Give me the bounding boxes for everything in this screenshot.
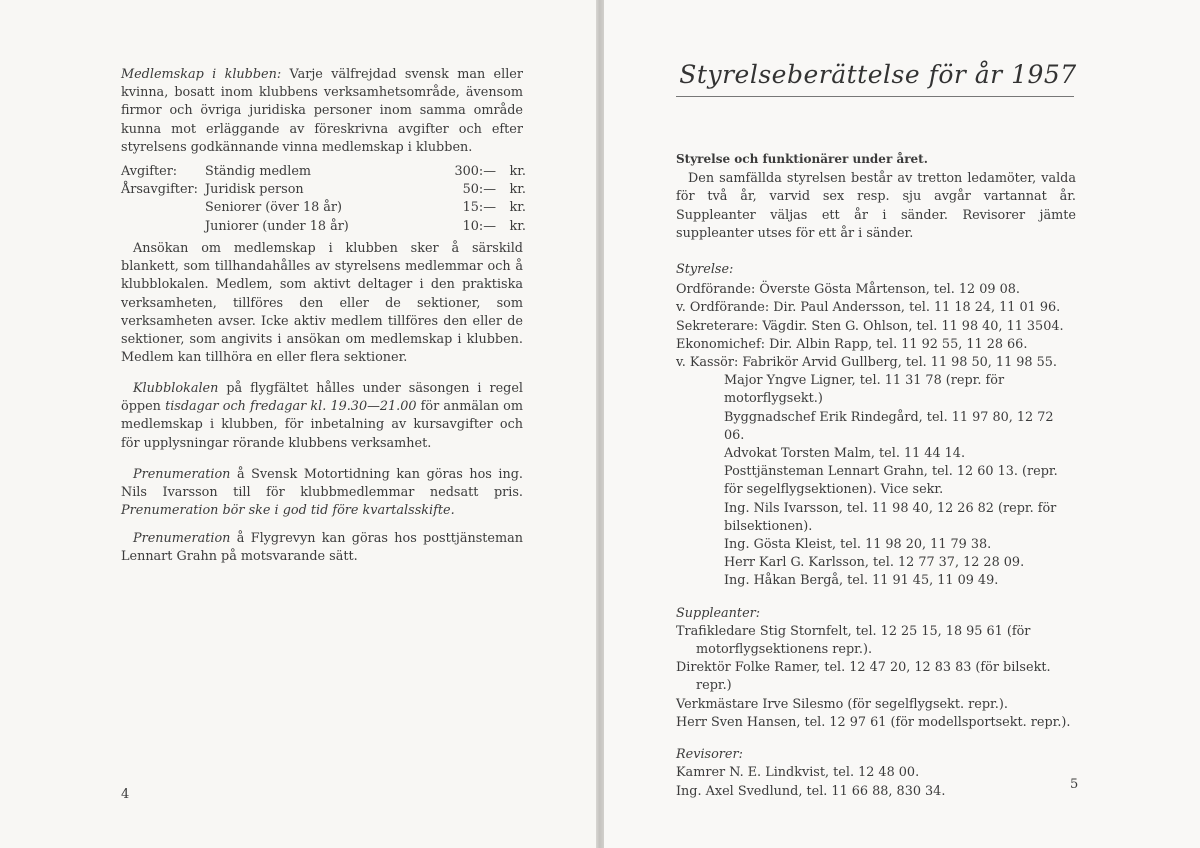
board-officer: v. Kassör: Fabrikör Arvid Gullberg, tel. 11 98 50, 11 98 55. — [676, 355, 1057, 371]
fee-currency: kr. — [509, 200, 526, 216]
fee-category: Juniorer (under 18 år) — [205, 218, 349, 234]
right-page — [604, 0, 1200, 848]
fee-amount: 10:— — [462, 218, 496, 234]
subscription-note: Prenumeration bör ske i god tid före kvartalsskifte. — [121, 503, 455, 519]
subscription-text: å Svensk Motortidning kan göras hos ing. Nils Ivarsson till för klubbmedlemmar nedsatt pris. — [121, 467, 523, 501]
deputy: Verkmästare Irve Silesmo (för segelflygsekt. repr.). — [676, 696, 1008, 712]
deputy: Herr Sven Hansen, tel. 12 97 61 (för modellsportsekt. repr.). — [676, 714, 1071, 730]
clubroom-paragraph — [121, 380, 523, 453]
clubroom-text-2: för anmälan om medlemskap i klubben, för inbetalning av kursavgifter och för upplysningar rörande klubbens verksamhet. — [121, 399, 523, 451]
board-section — [676, 150, 1079, 801]
fee-currency: kr. — [509, 164, 526, 179]
fee-row — [121, 181, 526, 199]
membership-text: Varje välfrejdad svensk man eller kvinna, bosatt inom klubbens verksamhetsområde, ävensom firmor och övriga juridiska personer inom samma område kunna mot erläggande av föreskrivna avgifter och efter styrelsens godkännande vinna medlemskap i klubben. — [121, 67, 523, 155]
fee-amount: 15:— — [462, 200, 496, 216]
section-heading: Styrelse och funktionärer under året. — [676, 152, 928, 166]
fee-label: Årsavgifter: — [121, 182, 198, 198]
auditor: Ing. Axel Svedlund, tel. 11 66 88, 830 34. — [676, 783, 946, 799]
fee-amount: 50:— — [462, 182, 496, 198]
subscription-label: Prenumeration — [133, 467, 231, 482]
board-officer: Ekonomichef: Dir. Albin Rapp, tel. 11 92 55, 11 28 66. — [676, 336, 1028, 352]
auditors-label: Revisorer: — [676, 747, 743, 763]
fee-row — [121, 163, 526, 181]
membership-paragraph — [121, 66, 523, 157]
fee-label: Avgifter: — [121, 164, 178, 179]
fees-table — [121, 163, 526, 236]
deputies-label: Suppleanter: — [676, 605, 761, 621]
book-gutter — [596, 0, 604, 848]
membership-label: Medlemskap i klubben: — [121, 67, 282, 82]
page-title: Styrelseberättelse för år 1957 — [679, 60, 1077, 89]
fee-row — [121, 218, 526, 236]
board-member: Herr Karl G. Karlsson, tel. 12 77 37, 12 28 09. — [724, 555, 1025, 571]
subscription-paragraph-1 — [121, 466, 523, 521]
subscription-text: å Flygrevyn kan göras hos posttjänsteman Lennart Grahn på motsvarande sätt. — [121, 531, 523, 565]
board-member: Advokat Torsten Malm, tel. 11 44 14. — [724, 446, 966, 462]
fee-currency: kr. — [509, 182, 526, 198]
board-members-list — [676, 372, 1076, 590]
board-label: Styrelse: — [676, 262, 734, 278]
board-officer: Ordförande: Överste Gösta Mårtenson, tel. 12 09 08. — [676, 282, 1020, 298]
clubroom-text-1: på flygfältet hålles under säsongen i regel öppen — [121, 381, 523, 415]
application-paragraph: Ansökan om medlemskap i klubben sker å särskild blankett, som tillhandahålles av styrelsens medlemmar och å klubblokalen. Medlem, som aktivt deltager i den praktiska verksamheten, tillföres den eller de sektioner, som verksamheten avser. Icke aktiv medlem tillföres den eller de sektioner, som angivits i ansökan om medlemskap i klubben. Medlem kan tillhöra en eller flera sektioner. — [121, 241, 523, 366]
fee-category: Ständig medlem — [205, 164, 312, 179]
fee-category: Juridisk person — [205, 182, 304, 198]
fee-row — [121, 199, 526, 217]
board-member: Major Yngve Ligner, tel. 11 31 78 (repr. för motorflygsekt.) — [724, 373, 1005, 407]
auditor: Kamrer N. E. Lindkvist, tel. 12 48 00. — [676, 765, 920, 781]
subscription-label: Prenumeration — [133, 531, 231, 546]
board-officer: Sekreterare: Vägdir. Sten G. Ohlson, tel. 11 98 40, 11 3504. — [676, 318, 1064, 334]
fee-currency: kr. — [509, 218, 526, 234]
clubroom-label: Klubblokalen — [133, 381, 219, 396]
subscription-paragraph-2 — [121, 530, 523, 566]
board-officer: v. Ordförande: Dir. Paul Andersson, tel. 11 18 24, 11 01 96. — [676, 300, 1061, 316]
board-member: Posttjänsteman Lennart Grahn, tel. 12 60 13. (repr. för segelflygsektionen). Vice sekr. — [724, 464, 1058, 498]
page-number-left: 4 — [121, 787, 130, 802]
fee-amount: 300:— — [454, 164, 496, 179]
fee-category: Seniorer (över 18 år) — [205, 200, 343, 216]
intro-paragraph: Den samfällda styrelsen består av tretton ledamöter, valda för två år, varvid sex resp. sju avgår vartannat år. Suppleanter väljas ett år i sänder. Revisorer jämte suppleanter utses för ett år i sänder. — [676, 171, 1076, 241]
deputy: Trafikledare Stig Stornfelt, tel. 12 25 15, 18 95 61 (för motorflygsektionens repr.). — [676, 623, 1031, 658]
board-member: Ing. Nils Ivarsson, tel. 11 98 40, 12 26 82 (repr. för bilsektionen). — [724, 500, 1057, 534]
title-divider — [676, 96, 1074, 97]
board-member: Ing. Gösta Kleist, tel. 11 98 20, 11 79 38. — [724, 537, 992, 553]
left-page — [0, 0, 596, 848]
board-member: Ing. Håkan Bergå, tel. 11 91 45, 11 09 49. — [724, 573, 999, 589]
deputy: Direktör Folke Ramer, tel. 12 47 20, 12 83 83 (för bilsekt. repr.) — [676, 660, 1051, 694]
page-number-right: 5 — [1070, 777, 1079, 792]
board-member: Byggnadschef Erik Rindegård, tel. 11 97 80, 12 72 06. — [724, 409, 1054, 443]
clubroom-times: tisdagar och fredagar kl. 19.30—21.00 — [165, 399, 417, 415]
